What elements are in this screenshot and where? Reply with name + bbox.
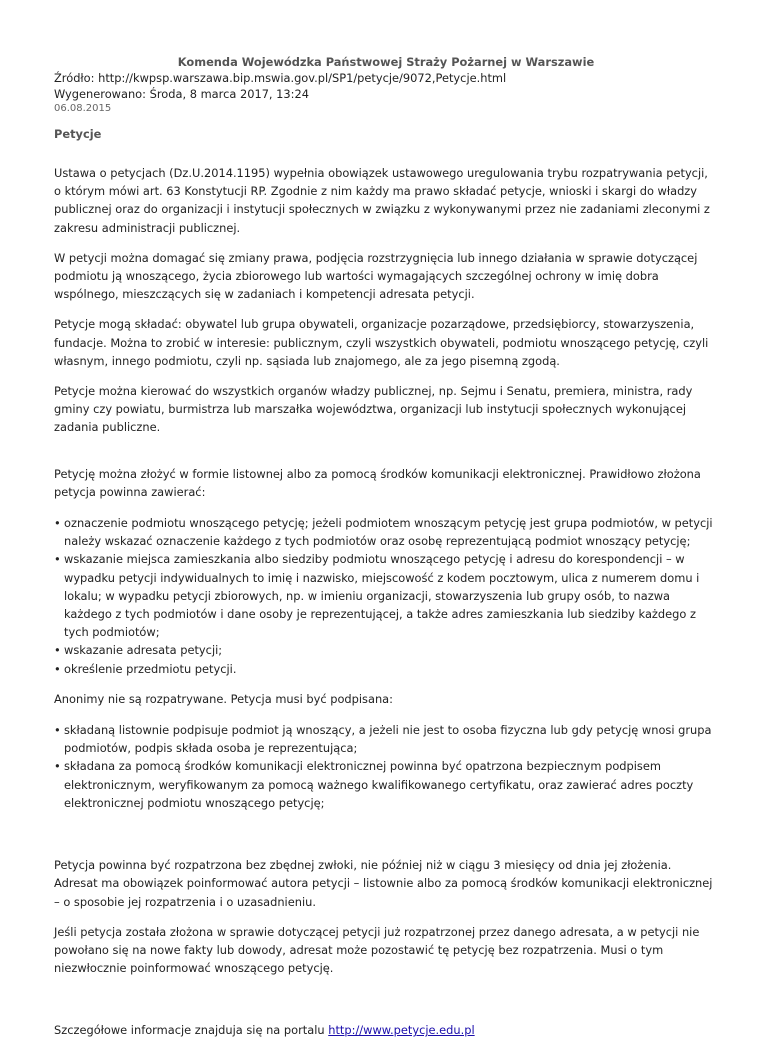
list-item-text: oznaczenie podmiotu wnoszącego petycję; jeżeli podmiotem wnoszącym petycję jest grupa podmiotów, w petycji należy wskazać oznaczenie każdego z tych podmiotów oraz osobę reprezentującą podmiot wnoszący petycję; (64, 516, 713, 549)
bullet-icon: • (54, 516, 61, 531)
generated-label: Wygenerowano: (54, 87, 146, 101)
signature-list (54, 721, 718, 812)
source-url: http://kwpsp.warszawa.bip.mswia.gov.pl/SP1/petycje/9072,Petycje.html (98, 71, 507, 85)
list-item-text: składana za pomocą środków komunikacji elektronicznej powinna być opatrzona bezpiecznym podpisem elektronicznym, weryfikowanym za pomocą ważnego kwalifikowanego certyfikatu, oraz zawierać adres poczty elektronicznej podmiotu wnoszącego petycję; (64, 759, 694, 810)
list-item (54, 660, 718, 678)
paragraph-3: Petycje mogą składać: obywatel lub grupa obywateli, organizacje pozarządowe, przedsiębiorcy, stowarzyszenia, fundacje. Można to zrobić w interesie: publicznym, czyli wszystkich obywateli, podmiotu wnoszącego petycję, czyli własnym, innego podmiotu, czyli np. sąsiada lub znajomego, ale za jego pisemną zgodą. (54, 317, 709, 368)
paragraph-9 (54, 1021, 718, 1039)
list-item (54, 721, 718, 757)
list-item (54, 641, 718, 659)
list-item-text: składaną listownie podpisuje podmiot ją wnoszący, a jeżeli nie jest to osoba fizyczna lub gdy petycję wnosi grupa podmiotów, podpis składa osoba je reprezentująca; (64, 723, 712, 756)
list-item (54, 550, 718, 641)
bullet-icon: • (54, 661, 61, 676)
organization-name: Komenda Wojewódzka Państwowej Straży Pożarnej w Warszawie (177, 55, 595, 69)
paragraph-8: Jeśli petycja została złożona w sprawie dotyczącej petycji już rozpatrzonej przez danego adresata, a w petycji nie powołano się na nowe fakty lub dowody, adresat może pozostawić tę petycję bez rozpatrzenia. Musi o tym niezwłocznie poinformować wnoszącego petycję. (54, 924, 700, 976)
generated-line (54, 86, 718, 102)
document-page (54, 0, 718, 1040)
bullet-icon: • (54, 643, 61, 658)
bullet-icon: • (54, 759, 61, 774)
bullet-icon: • (54, 723, 61, 738)
bullet-icon: • (54, 552, 61, 567)
paragraph-4: Petycje można kierować do wszystkich organów władzy publicznej, np. Sejmu i Senatu, premiera, ministra, rady gminy czy powiatu, burmistrza lub marszałka województwa, organizacji lub instytucji społecznych wykonującej zadania publiczne. (54, 384, 693, 435)
source-label: Źródło: (54, 71, 95, 85)
paragraph-5: Petycję można złożyć w formie listownej albo za pomocą środków komunikacji elektronicznej. Prawidłowo złożona petycja powinna zawierać: (54, 466, 701, 499)
generated-value: Środa, 8 marca 2017, 13:24 (149, 87, 310, 101)
portal-link[interactable]: http://www.petycje.edu.pl (328, 1023, 475, 1038)
paragraph-7: Petycja powinna być rozpatrzona bez zbędnej zwłoki, nie później niż w ciągu 3 miesięcy od dnia jej złożenia. Adresat ma obowiązek poinformować autora petycji – listownie albo za pomocą środków komunikacji elektronicznej – o sposobie jej rozpatrzenia i o uzasadnieniu. (54, 858, 713, 909)
paragraph-1: Ustawa o petycjach (Dz.U.2014.1195) wypełnia obowiązek ustawowego uregulowania trybu rozpatrywania petycji, o którym mówi art. 63 Konstytucji RP. Zgodnie z nim każdy ma prawo składać petycje, wnioski i skargi do władzy publicznej oraz do organizacji i instytucji społecznych w związku z wykonywanymi przez nie zadaniami zleconymi z zakresu administracji publicznej. (54, 166, 710, 235)
paragraph-6: Anonimy nie są rozpatrywane. Petycja musi być podpisana: (54, 691, 393, 706)
publication-date: 06.08.2015 (54, 103, 112, 114)
paragraph-2: W petycji można domagać się zmiany prawa, podjęcia rozstrzygnięcia lub innego działania w sprawie dotyczącej podmiotu ją wnoszącego, życia zbiorowego lub wartości wymagających szczególnej ochrony w imię dobra wspólnego, mieszczących się w zadaniach i kompetencji adresata petycji. (54, 250, 698, 302)
page-title: Petycje (54, 127, 102, 141)
list-item (54, 514, 718, 550)
list-item-text: wskazanie adresata petycji; (64, 643, 223, 658)
list-item (54, 757, 718, 812)
portal-info-text: Szczegółowe informacje znajduja się na portalu (54, 1023, 325, 1038)
list-item-text: wskazanie miejsca zamieszkania albo siedziby podmiotu wnoszącego petycję i adresu do korespondencji – w wypadku petycji indywidualnych to imię i nazwisko, miejscowość z kodem pocztowym, ulica z numerem domu i lokalu; w wypadku petycji zbiorowych, np. w imieniu organizacji, stowarzyszenia lub grupy osób, to nazwa każdego z tych podmiotów i dane osoby je reprezentującej, a także adres zamieszkania lub siedziby każdego z tych podmiotów; (64, 552, 700, 640)
list-item-text: określenie przedmiotu petycji. (64, 661, 237, 676)
source-line (54, 70, 718, 86)
requirements-list (54, 514, 718, 678)
